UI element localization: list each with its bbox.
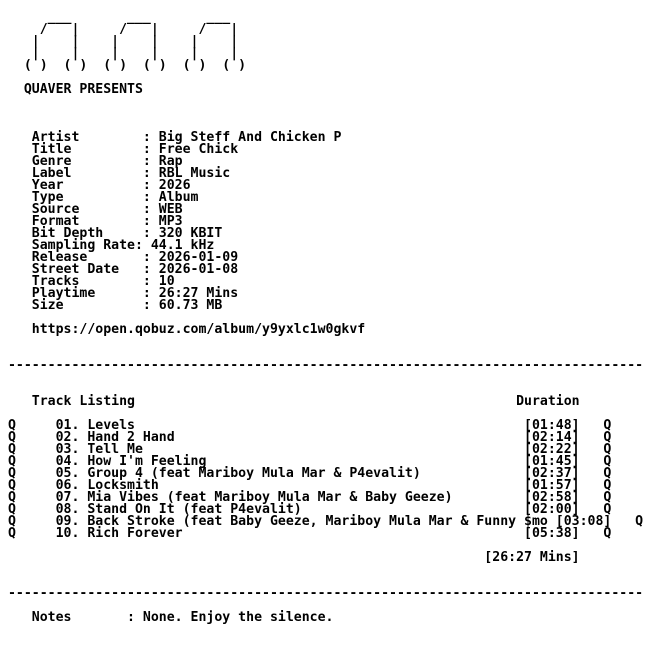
info-row-title: Title : Free Chick — [0, 142, 239, 157]
info-row-label: Label : RBL Music — [0, 166, 231, 181]
info-row-sampling-rate: Sampling Rate: 44.1 kHz — [0, 238, 215, 253]
track-row: Q 01. Levels [01:48] Q — [0, 418, 612, 433]
presents-heading: QUAVER PRESENTS — [0, 82, 143, 97]
track-row: Q 08. Stand On It (feat P4evalit) [02:00] Q — [0, 502, 612, 517]
track-row: Q 03. Tell Me [02:22] Q — [0, 442, 612, 457]
track-row: Q 09. Back Stroke (feat Baby Geeze, Mariboy Mula Mar & Funny $mo [03:08] Q — [0, 514, 644, 529]
info-row-source: Source : WEB — [0, 202, 183, 217]
total-duration: [26:27 Mins] — [0, 550, 580, 565]
divider: -------------------------------------------------------------------------------- — [0, 586, 644, 601]
info-row-bit-depth: Bit Depth : 320 KBIT — [0, 226, 223, 241]
track-row: Q 05. Group 4 (feat Mariboy Mula Mar & P4evalit) [02:37] Q — [0, 466, 612, 481]
info-row-format: Format : MP3 — [0, 214, 183, 229]
info-row-year: Year : 2026 — [0, 178, 191, 193]
track-listing-heading: Track Listing Duration — [0, 394, 580, 409]
divider: -------------------------------------------------------------------------------- — [0, 358, 644, 373]
track-row: Q 04. How I'm Feeling [01:45] Q — [0, 454, 612, 469]
info-row-tracks: Tracks : 10 — [0, 274, 175, 289]
info-row-genre: Genre : Rap — [0, 154, 183, 169]
info-row-release: Release : 2026-01-09 — [0, 250, 239, 265]
quaver-ascii-logo: ___ ___ ___ / | / | / | | | | | | | | | | | | | ( ) ( ) ( ) ( ) ( ) ( ) — [23, 10, 247, 73]
album-link[interactable]: https://open.qobuz.com/album/y9yxlc1w0gkvf — [0, 322, 366, 337]
info-row-street-date: Street Date : 2026-01-08 — [0, 262, 239, 277]
info-row-size: Size : 60.73 MB — [0, 298, 223, 313]
track-row: Q 10. Rich Forever [05:38] Q — [0, 526, 612, 541]
info-row-artist: Artist : Big Steff And Chicken P — [0, 130, 342, 145]
track-row: Q 06. Locksmith [01:57] Q — [0, 478, 612, 493]
track-row: Q 07. Mia Vibes (feat Mariboy Mula Mar & Baby Geeze) [02:58] Q — [0, 490, 612, 505]
notes-row: Notes : None. Enjoy the silence. — [0, 610, 334, 625]
info-row-playtime: Playtime : 26:27 Mins — [0, 286, 239, 301]
info-row-type: Type : Album — [0, 190, 199, 205]
track-row: Q 02. Hand 2 Hand [02:14] Q — [0, 430, 612, 445]
